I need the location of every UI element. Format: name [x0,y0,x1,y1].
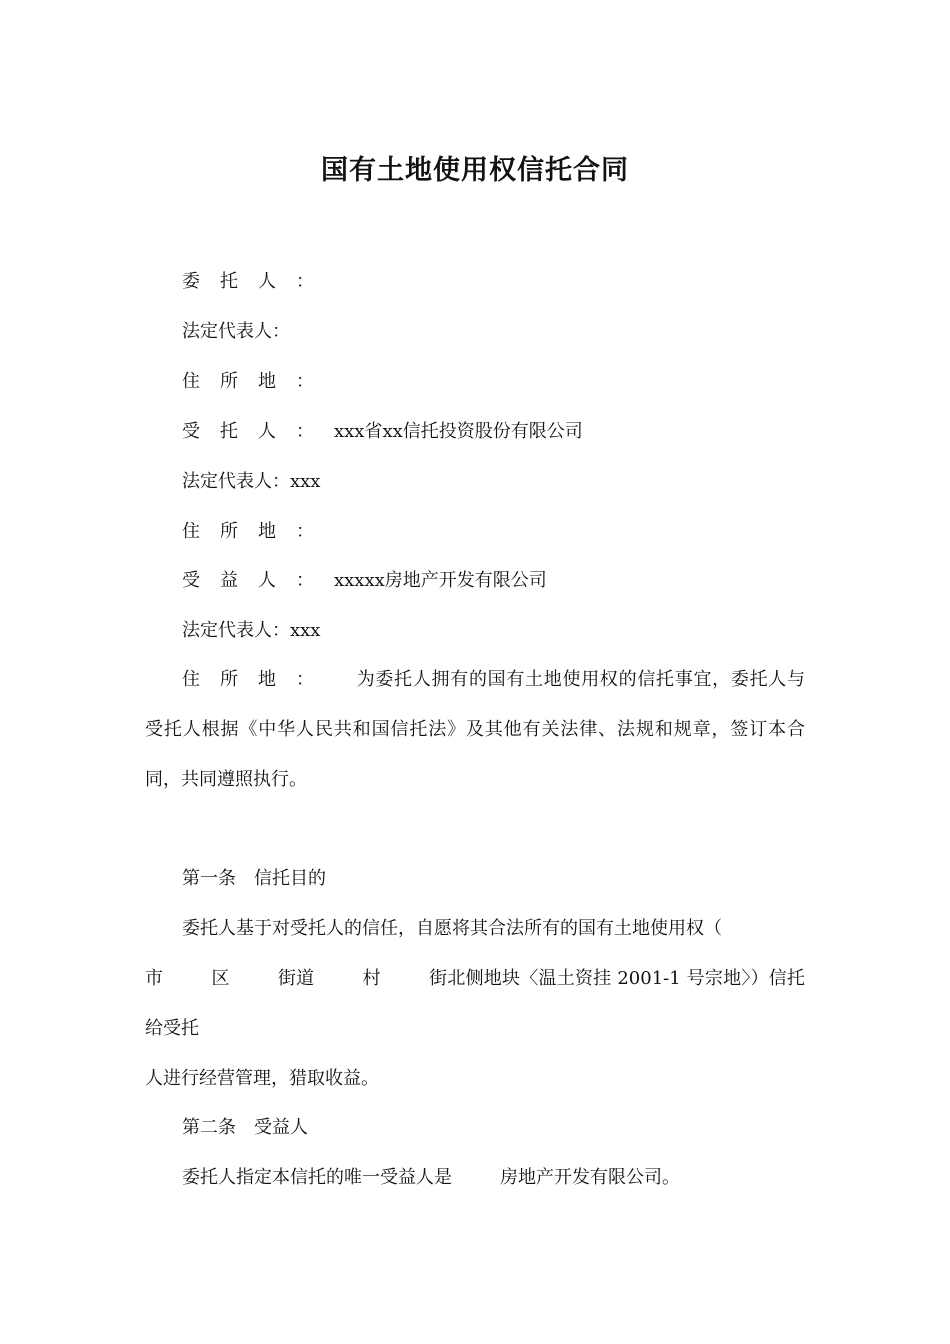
article1-line2-part: 市 [145,968,164,989]
address-label: 住所地： [182,669,334,690]
party-line-entrustor-address [182,369,334,395]
party-line-trustee-rep [182,469,320,495]
article1-line2 [145,954,805,1054]
party-label: 法定代表人： [182,620,290,641]
party-line-beneficiary-rep [182,618,320,644]
preamble-paragraph [145,655,805,805]
article1-line2-part: 区 [211,968,230,989]
party-line-entrustor [182,269,334,295]
party-label: 委托人： [182,271,334,292]
party-label: 住所地： [182,521,334,542]
party-line-trustee [182,419,583,445]
party-value: xxx [290,471,321,492]
article2-text [182,1165,680,1191]
party-label: 受益人： [182,570,334,591]
article1-line2-part: 村 [362,968,381,989]
article1-line2-part: 街道 [277,968,315,989]
party-value: xxx [290,620,321,641]
article1-paragraph [145,904,805,1104]
preamble-label [145,669,334,690]
article2-text-after: 房地产开发有限公司。 [500,1167,680,1188]
party-label: 法定代表人： [182,471,290,492]
article1-line1: 委托人基于对受托人的信任，自愿将其合法所有的国有土地使用权（ [182,918,722,939]
party-value: xxxxx房地产开发有限公司 [334,570,547,591]
party-line-trustee-address [182,519,334,545]
party-label: 住所地： [182,371,334,392]
preamble-text-rest: 受托人根据《中华人民共和国信托法》及其他有关法律、法规和规章，签订本合同，共同遵照执行。 [145,719,805,790]
party-value: xxx省xx信托投资股份有限公司 [334,421,583,442]
document-title: 国有土地使用权信托合同 [321,155,629,186]
article1-line2-part: 街北侧地块〈温土资挂 2001-1 号宗地〉）信托给受托 [145,968,806,1039]
party-line-entrustor-rep [182,319,290,345]
preamble-text-first: 为委托人拥有的国有土地使用权的信托事宜，委托人与 [356,669,805,690]
party-line-beneficiary [182,568,547,594]
article2-text-before: 委托人指定本信托的唯一受益人是 [182,1167,452,1188]
article1-heading: 第一条 信托目的 [182,868,326,889]
party-label: 受托人： [182,421,334,442]
article2-heading: 第二条 受益人 [182,1117,308,1138]
party-label: 法定代表人： [182,321,290,342]
article1-line3: 人进行经营管理，猎取收益。 [145,1068,379,1089]
